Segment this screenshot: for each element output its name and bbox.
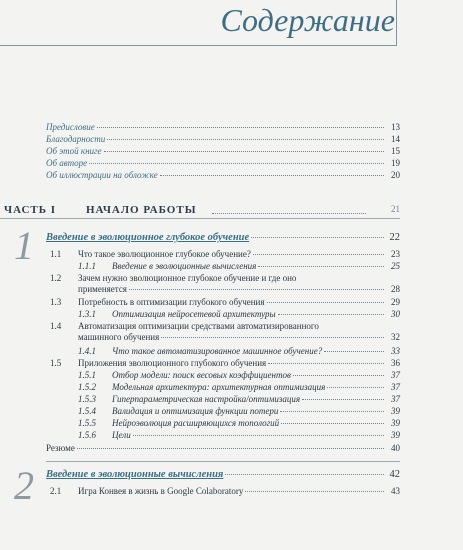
toc-entry-subsection[interactable]: Оптимизация нейросетевой архитектуры 30 [112, 309, 400, 319]
subsection-number: 1.5.3 [78, 394, 96, 404]
toc-entry-subsection[interactable]: Отбор модели: поиск весовых коэффициентов 37 [112, 370, 400, 380]
section-number: 1.5 [50, 358, 62, 368]
subsection-number: 1.5.4 [78, 406, 96, 416]
toc-entry-subsection[interactable]: Валидация и оптимизация функции потери 39 [112, 406, 400, 416]
section-number: 1.3 [50, 297, 62, 307]
toc-entry-subsection[interactable]: Цели 39 [112, 430, 400, 440]
toc-entry-section[interactable]: Потребность в оптимизации глубокого обучения 29 [78, 297, 400, 307]
section-number: 2.1 [50, 486, 62, 496]
toc-entry-section[interactable]: Автоматизация оптимизации средствами автоматизированного машинного обучения 32 [78, 321, 400, 342]
section-number: 1.4 [50, 321, 62, 331]
toc-entry-section[interactable]: Зачем нужно эволюционное глубокое обучение и где оно применяется 28 [78, 273, 400, 294]
toc-entry-summary[interactable]: Резюме 40 [46, 443, 400, 453]
chapter-number: 2 [14, 463, 34, 508]
toc-entry-subsection[interactable]: Модельная архитектура: архитектурная оптимизация 37 [112, 382, 400, 392]
toc-entry-about-book[interactable]: Об этой книге 15 [46, 146, 400, 156]
subsection-number: 1.5.6 [78, 430, 96, 440]
toc-entry-cover-illustration[interactable]: Об иллюстрации на обложке 20 [46, 170, 400, 180]
toc-entry-subsection[interactable]: Введение в эволюционные вычисления 25 [112, 261, 400, 271]
chapter-title-1[interactable]: Введение в эволюционное глубокое обучение 22 [46, 232, 400, 243]
chapter-title-2[interactable]: Введение в эволюционные вычисления 42 [46, 469, 400, 480]
title-rule-vertical [396, 0, 397, 46]
toc-entry-subsection[interactable]: Нейроэволюция расширяющихся топологий 39 [112, 418, 400, 428]
chapter-rule [46, 461, 400, 462]
subsection-number: 1.3.1 [78, 309, 96, 319]
toc-entry-section[interactable]: Игра Конвея в жизнь в Google Colaboratory 43 [78, 486, 400, 496]
page-title: Содержание [220, 2, 395, 38]
section-number: 1.1 [50, 249, 62, 259]
toc-entry-subsection[interactable]: Что такое автоматизированное машинное обучение? 33 [112, 346, 400, 356]
subsection-number: 1.1.1 [78, 261, 96, 271]
part-title[interactable]: НАЧАЛО РАБОТЫ [86, 204, 197, 216]
toc-entry-acknowledgements[interactable]: Благодарности 14 [46, 134, 400, 144]
chapter-number: 1 [14, 223, 34, 268]
title-rule [0, 45, 397, 46]
toc-entry-section[interactable]: Приложения эволюционного глубокого обучения 36 [78, 358, 400, 368]
toc-entry-section[interactable]: Что такое эволюционное глубокое обучение? 23 [78, 249, 400, 259]
subsection-number: 1.5.5 [78, 418, 96, 428]
toc-entry-preface[interactable]: Предисловие 13 [46, 122, 400, 132]
part-label: ЧАСТЬ I [4, 204, 57, 216]
part-rule [0, 218, 400, 219]
part-page: 21 [391, 204, 400, 214]
subsection-number: 1.4.1 [78, 346, 96, 356]
section-number: 1.2 [50, 273, 62, 283]
toc-entry-about-author[interactable]: Об авторе 19 [46, 158, 400, 168]
part-leader [212, 213, 366, 214]
subsection-number: 1.5.2 [78, 382, 96, 392]
subsection-number: 1.5.1 [78, 370, 96, 380]
toc-entry-subsection[interactable]: Гиперпараметрическая настройка/оптимизация 37 [112, 394, 400, 404]
